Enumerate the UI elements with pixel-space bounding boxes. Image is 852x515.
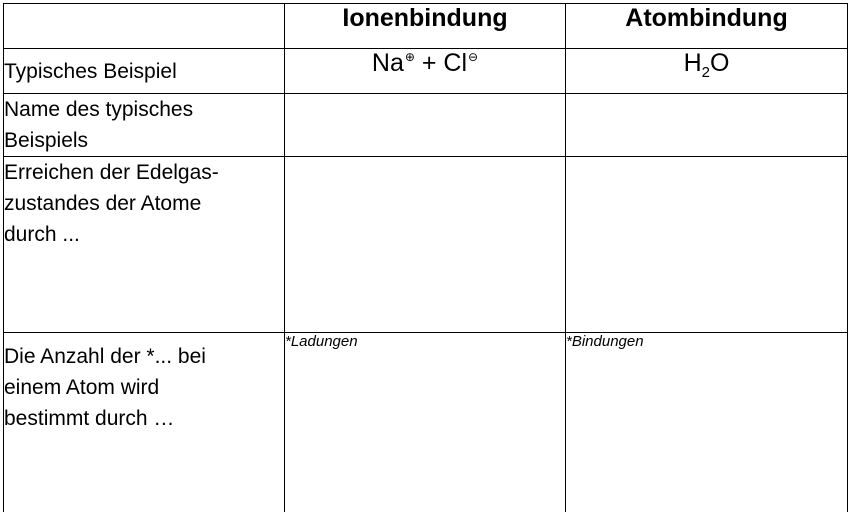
plus-sign: + bbox=[414, 49, 444, 77]
row-label bbox=[4, 333, 285, 513]
row-label bbox=[4, 94, 285, 157]
answer-cell-ionenbindung[interactable] bbox=[285, 333, 566, 513]
row-label bbox=[4, 157, 285, 333]
table-row-typisches-beispiel bbox=[4, 49, 848, 94]
ion-chlorine: Cl bbox=[443, 49, 468, 77]
hint-ladungen: *Ladungen bbox=[285, 333, 358, 350]
formula-h: H bbox=[683, 49, 702, 77]
answer-cell-atombindung[interactable] bbox=[566, 157, 848, 333]
answer-cell-ionenbindung[interactable] bbox=[285, 94, 566, 157]
row-label-line: durch ... bbox=[4, 223, 80, 246]
row-label-line: zustandes der Atome bbox=[4, 192, 202, 215]
column-header-ionenbindung: Ionenbindung bbox=[285, 4, 566, 49]
row-label-line: einem Atom wird bbox=[4, 376, 160, 399]
row-label-line: Beispiels bbox=[4, 129, 89, 152]
row-label-line: bestimmt durch … bbox=[4, 407, 175, 430]
negative-charge-symbol: ⊖ bbox=[468, 50, 479, 64]
table-row-name bbox=[4, 94, 848, 157]
formula-o: O bbox=[709, 49, 730, 77]
ion-sodium: Na bbox=[371, 49, 404, 77]
corner-cell bbox=[4, 4, 285, 49]
example-ionenbindung[interactable] bbox=[285, 49, 566, 94]
answer-cell-atombindung[interactable] bbox=[566, 333, 848, 513]
hint-bindungen: *Bindungen bbox=[566, 333, 644, 350]
positive-charge-symbol: ⊕ bbox=[404, 50, 415, 64]
row-label-line: Die Anzahl der *... bei bbox=[4, 345, 206, 368]
row-label-line: Name des typisches bbox=[4, 98, 194, 121]
header-row bbox=[4, 4, 848, 49]
answer-cell-ionenbindung[interactable] bbox=[285, 157, 566, 333]
example-atombindung[interactable] bbox=[566, 49, 848, 94]
table-row-edelgaszustand bbox=[4, 157, 848, 333]
formula-subscript: 2 bbox=[701, 64, 710, 81]
answer-cell-atombindung[interactable] bbox=[566, 94, 848, 157]
table-row-anzahl bbox=[4, 333, 848, 513]
comparison-table bbox=[3, 3, 848, 513]
row-label: Typisches Beispiel bbox=[4, 49, 285, 94]
row-label-line: Erreichen der Edelgas- bbox=[4, 161, 219, 184]
column-header-atombindung: Atombindung bbox=[566, 4, 848, 49]
